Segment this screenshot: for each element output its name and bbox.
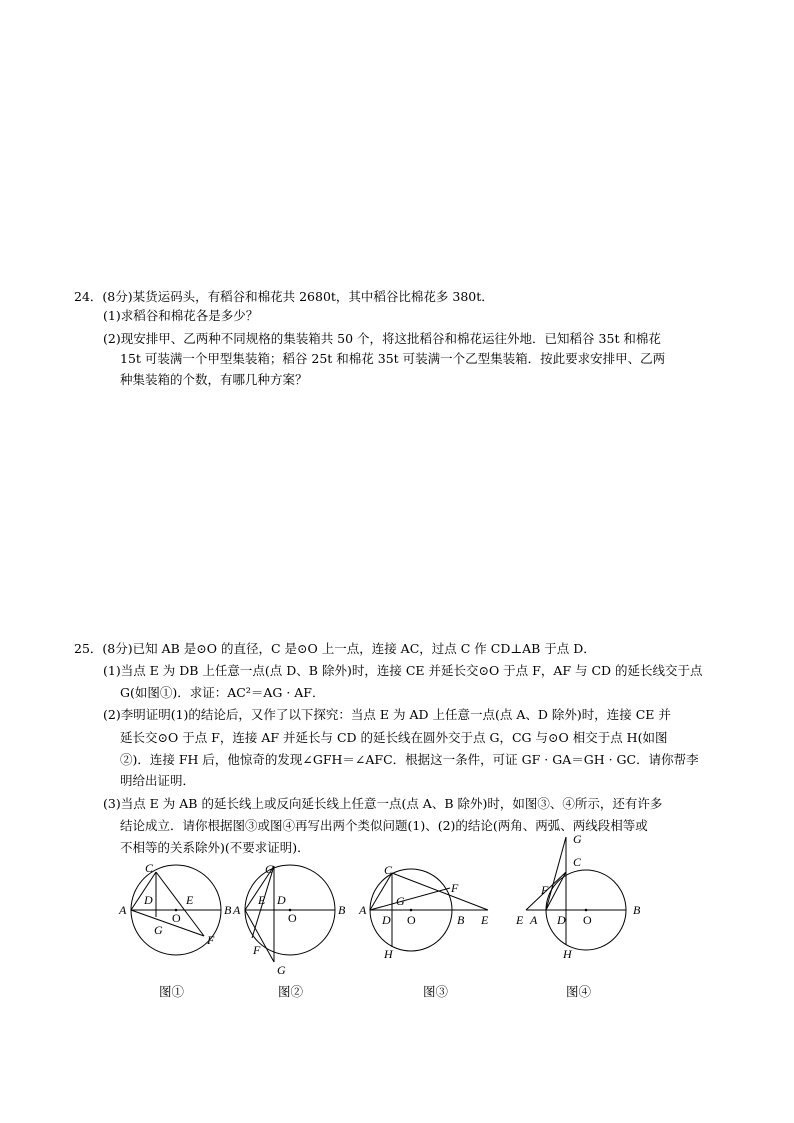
fig4-center-dot bbox=[585, 909, 588, 912]
fig2-label-a: A bbox=[233, 903, 241, 917]
fig2-label-b: B bbox=[338, 903, 346, 917]
fig1-label-a: A bbox=[119, 903, 127, 917]
fig4-label-b: B bbox=[633, 903, 641, 917]
fig2-label-o: O bbox=[288, 911, 297, 925]
fig4-label-e: E bbox=[516, 913, 524, 927]
q25-part1-line1: (1)当点 E 为 DB 上任意一点(点 D、B 除外)时，连接 CE 并延长交⊙O 于点 F，AF 与 CD 的延长线交于点 bbox=[103, 663, 703, 678]
fig1-segment-af bbox=[131, 910, 204, 936]
q25-part2-line1: (2)李明证明(1)的结论后，又作了以下探究：当点 E 为 AD 上任意一点(点 A、D 除外)时，连接 CE 并 bbox=[103, 707, 671, 722]
fig3-label-g: G bbox=[396, 894, 405, 908]
fig4-label-o: O bbox=[583, 913, 592, 927]
fig4-segment-ag bbox=[546, 837, 566, 910]
q25-part2-line3: ②)．连接 FH 后，他惊奇的发现∠GFH＝∠AFC．根据这一条件，可证 GF · GA＝GH · GC．请你帮李 bbox=[120, 752, 699, 767]
fig3-caption: 图③ bbox=[423, 984, 449, 999]
fig1-label-f: F bbox=[207, 933, 215, 947]
fig1-label-o: O bbox=[172, 911, 181, 925]
fig2-label-d: D bbox=[277, 893, 286, 907]
fig1-label-c: C bbox=[145, 861, 154, 875]
fig4-label-d: D bbox=[557, 913, 566, 927]
fig1-label-d: D bbox=[144, 893, 153, 907]
fig4-label-h: H bbox=[563, 947, 572, 961]
fig1-label-g: G bbox=[154, 923, 163, 937]
q25-part3-line2: 结论成立．请你根据图③或图④再写出两个类似问题(1)、(2)的结论(两角、两弧、两线段相等或 bbox=[120, 818, 648, 833]
fig1-label-e: E bbox=[186, 893, 194, 907]
fig2-label-e: E bbox=[258, 893, 266, 907]
fig3-label-a: A bbox=[359, 903, 367, 917]
q25-part2-line2: 延长交⊙O 于点 F，连接 AF 并延长与 CD 的延长线在圆外交于点 G，CG 与⊙O 相交于点 H(如图 bbox=[120, 730, 668, 745]
q25-heading: 25．(8分)已知 AB 是⊙O 的直径，C 是⊙O 上一点，连接 AC，过点 C 作 CD⊥AB 于点 D． bbox=[74, 641, 596, 656]
q24-part2-line1: (2)现安排甲、乙两种不同规格的集装箱共 50 个，将这批稻谷和棉花运往外地．已知稻谷 35t 和棉花 bbox=[103, 331, 661, 346]
fig3-label-e: E bbox=[481, 913, 489, 927]
fig3-center-dot bbox=[410, 909, 413, 912]
fig4-label-f: F bbox=[541, 883, 549, 897]
fig4-label-a: A bbox=[530, 913, 538, 927]
q25-part3-line3: 不相等的关系除外)(不要求证明)． bbox=[120, 840, 310, 855]
fig2-label-f: F bbox=[253, 943, 261, 957]
fig1-label-b: B bbox=[224, 903, 232, 917]
fig3-label-f: F bbox=[451, 881, 459, 895]
fig4-segment-ac bbox=[546, 872, 566, 910]
q25-part1-line2: G(如图①)．求证：AC²＝AG · AF． bbox=[120, 685, 325, 700]
fig3-label-d: D bbox=[382, 913, 391, 927]
fig4-label-g: G bbox=[573, 832, 582, 846]
fig3-segment-ce bbox=[392, 873, 488, 910]
fig3-label-h: H bbox=[384, 947, 393, 961]
fig4-caption: 图④ bbox=[566, 984, 592, 999]
fig2-caption: 图② bbox=[278, 984, 304, 999]
fig3-label-o: O bbox=[407, 913, 416, 927]
fig4-label-c: C bbox=[573, 855, 582, 869]
q24-part2-line2: 15t 可装满一个甲型集装箱；稻谷 25t 和棉花 35t 可装满一个乙型集装箱．按此要求安排甲、乙两 bbox=[120, 351, 666, 366]
fig1-caption: 图① bbox=[159, 984, 185, 999]
fig2-label-c: C bbox=[265, 862, 274, 876]
q25-part3-line1: (3)当点 E 为 AB 的延长线上或反向延长线上任意一点(点 A、B 除外)时，如图③、④所示，还有许多 bbox=[103, 796, 663, 811]
fig3-segment-af bbox=[370, 888, 450, 910]
q24-part2-line3: 种集装箱的个数，有哪几种方案？ bbox=[120, 372, 308, 387]
q24-part1: (1)求稻谷和棉花各是多少？ bbox=[103, 308, 259, 323]
fig2-label-g: G bbox=[277, 963, 286, 977]
fig1-segment-cf bbox=[156, 872, 204, 936]
q24-heading: 24．(8分)某货运码头，有稻谷和棉花共 2680t，其中稻谷比棉花多 380t． bbox=[74, 289, 494, 304]
q25-part2-line4: 明给出证明． bbox=[120, 773, 196, 788]
fig3-label-c: C bbox=[384, 863, 393, 877]
fig3-label-b: B bbox=[457, 913, 465, 927]
